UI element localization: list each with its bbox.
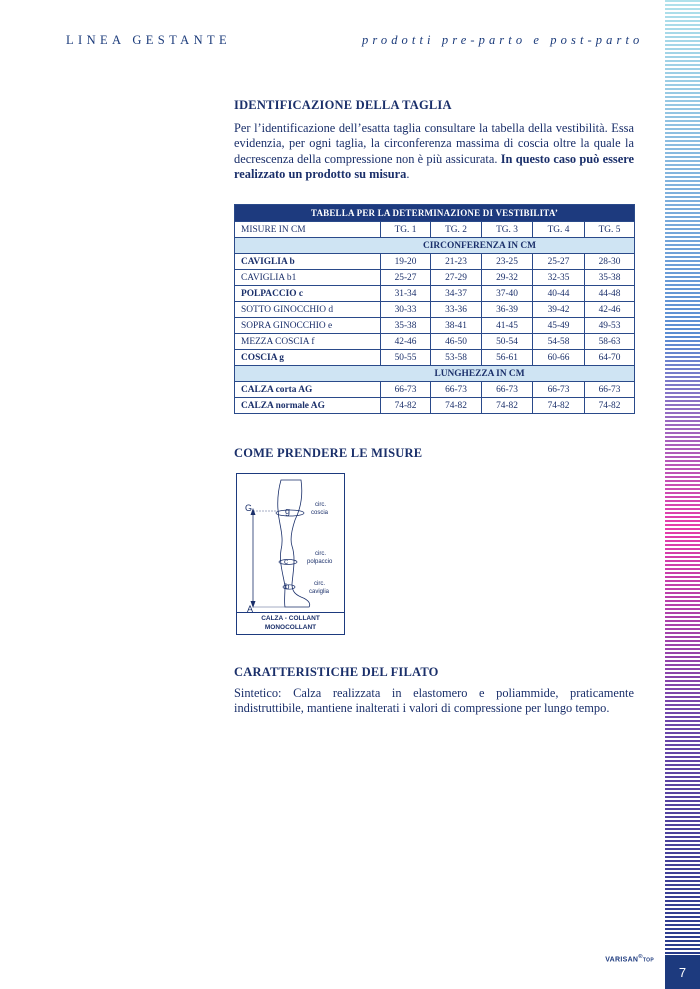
heading-how-to-measure: COME PRENDERE LE MISURE (234, 446, 423, 460)
brand-name: VARISAN (605, 956, 639, 964)
note-caviglia-2: caviglia (309, 589, 330, 595)
cell-value: 66-73 (482, 382, 533, 398)
column-header-size: TG. 4 (533, 222, 585, 238)
row-label: CALZA corta AG (235, 382, 381, 398)
column-header-size: TG. 5 (585, 222, 635, 238)
leg-measure-diagram (236, 473, 345, 635)
cell-value: 74-82 (482, 398, 533, 414)
note-coscia-1: circ. (315, 502, 326, 508)
table-row (235, 254, 635, 270)
point-label-b: b (285, 582, 290, 591)
row-label: CALZA normale AG (235, 398, 381, 414)
cell-value: 74-82 (431, 398, 482, 414)
note-caviglia-1: circ. (314, 581, 325, 587)
cell-value: 21-23 (431, 254, 482, 270)
cell-value: 38-41 (431, 318, 482, 334)
row-label: CAVIGLIA b1 (235, 270, 381, 286)
cell-value: 19-20 (381, 254, 431, 270)
header-right-title: prodotti pre-parto e post-parto (362, 33, 644, 47)
decorative-stripes (665, 0, 700, 955)
cell-value: 54-58 (533, 334, 585, 350)
fit-table (234, 204, 635, 414)
cell-value: 32-35 (533, 270, 585, 286)
cell-value: 40-44 (533, 286, 585, 302)
table-header-row (235, 222, 635, 238)
cell-value: 45-49 (533, 318, 585, 334)
cell-value: 42-46 (585, 302, 635, 318)
caption-line-1: CALZA - COLLANT (261, 615, 320, 622)
table-title: TABELLA PER LA DETERMINAZIONE DI VESTIBILITA’ (235, 205, 635, 222)
point-label-c: c (284, 557, 288, 566)
cell-value: 46-50 (431, 334, 482, 350)
cell-value: 74-82 (381, 398, 431, 414)
page-number: 7 (665, 955, 700, 989)
cell-value: 36-39 (482, 302, 533, 318)
cell-value: 74-82 (585, 398, 635, 414)
cell-value: 74-82 (533, 398, 585, 414)
cell-value: 31-34 (381, 286, 431, 302)
text-bold: In questo caso può essere realizzato un prodotto su misura (234, 151, 634, 181)
note-coscia-2: coscia (311, 510, 329, 516)
yarn-features-text: Sintetico: Calza realizzata in elastomero e poliammide, praticamente indistruttibile, mantiene inalterati i valori di compressione per lungo tempo. (234, 686, 634, 716)
heading-size-identification: IDENTIFICAZIONE DELLA TAGLIA (234, 98, 452, 112)
cell-value: 58-63 (585, 334, 635, 350)
cell-value: 42-46 (381, 334, 431, 350)
cell-value: 66-73 (585, 382, 635, 398)
note-polpaccio-2: polpaccio (307, 559, 333, 565)
brand-suffix: TOP (642, 957, 654, 964)
cell-value: 30-33 (381, 302, 431, 318)
table-row (235, 270, 635, 286)
text-plain: Per l’identificazione dell’esatta taglia consultare la tabella della vestibilità. Essa evidenzia, per ogni taglia, la circonferenza massima di coscia oltre la quale la decrescenza della compressione non è più assicurata. (234, 121, 634, 166)
cell-value: 56-61 (482, 350, 533, 366)
point-label-g-upper: G (245, 503, 253, 513)
cell-value: 25-27 (381, 270, 431, 286)
note-polpaccio-1: circ. (315, 551, 326, 557)
table-band-row (235, 366, 635, 382)
cell-value: 37-40 (482, 286, 533, 302)
cell-value: 53-58 (431, 350, 482, 366)
leg-illustration (237, 474, 344, 614)
cell-value: 64-70 (585, 350, 635, 366)
point-label-g: g (285, 506, 291, 516)
table-row (235, 350, 635, 366)
cell-value: 27-29 (431, 270, 482, 286)
row-label: CAVIGLIA b (235, 254, 381, 270)
cell-value: 39-42 (533, 302, 585, 318)
cell-value: 50-55 (381, 350, 431, 366)
brand-logo: VARISAN®TOP (605, 954, 654, 964)
column-header-measure: MISURE IN CM (235, 222, 381, 238)
cell-value: 41-45 (482, 318, 533, 334)
row-label: COSCIA g (235, 350, 381, 366)
size-identification-text (234, 121, 634, 182)
row-label: SOTTO GINOCCHIO d (235, 302, 381, 318)
band-circumference: CIRCONFERENZA IN CM (235, 238, 635, 254)
table-row (235, 318, 635, 334)
cell-value: 66-73 (381, 382, 431, 398)
table-band-row (235, 238, 635, 254)
column-header-size: TG. 3 (482, 222, 533, 238)
table-row (235, 398, 635, 414)
cell-value: 66-73 (533, 382, 585, 398)
cell-value: 49-53 (585, 318, 635, 334)
table-row (235, 382, 635, 398)
cell-value: 33-36 (431, 302, 482, 318)
header-left-title: LINEA GESTANTE (66, 33, 232, 47)
cell-value: 66-73 (431, 382, 482, 398)
cell-value: 34-37 (431, 286, 482, 302)
heading-yarn-features: CARATTERISTICHE DEL FILATO (234, 665, 439, 679)
column-header-size: TG. 2 (431, 222, 482, 238)
caption-line-2: MONOCOLLANT (264, 624, 317, 631)
table-row (235, 302, 635, 318)
cell-value: 28-30 (585, 254, 635, 270)
cell-value: 23-25 (482, 254, 533, 270)
cell-value: 44-48 (585, 286, 635, 302)
text-end: . (406, 166, 410, 181)
band-length: LUNGHEZZA IN CM (235, 366, 635, 382)
diagram-caption (237, 612, 344, 634)
cell-value: 50-54 (482, 334, 533, 350)
row-label: SOPRA GINOCCHIO e (235, 318, 381, 334)
cell-value: 25-27 (533, 254, 585, 270)
table-row (235, 334, 635, 350)
cell-value: 35-38 (381, 318, 431, 334)
cell-value: 35-38 (585, 270, 635, 286)
row-label: MEZZA COSCIA f (235, 334, 381, 350)
cell-value: 29-32 (482, 270, 533, 286)
column-header-size: TG. 1 (381, 222, 431, 238)
row-label: POLPACCIO c (235, 286, 381, 302)
cell-value: 60-66 (533, 350, 585, 366)
table-row (235, 286, 635, 302)
point-label-a: A (247, 604, 254, 614)
